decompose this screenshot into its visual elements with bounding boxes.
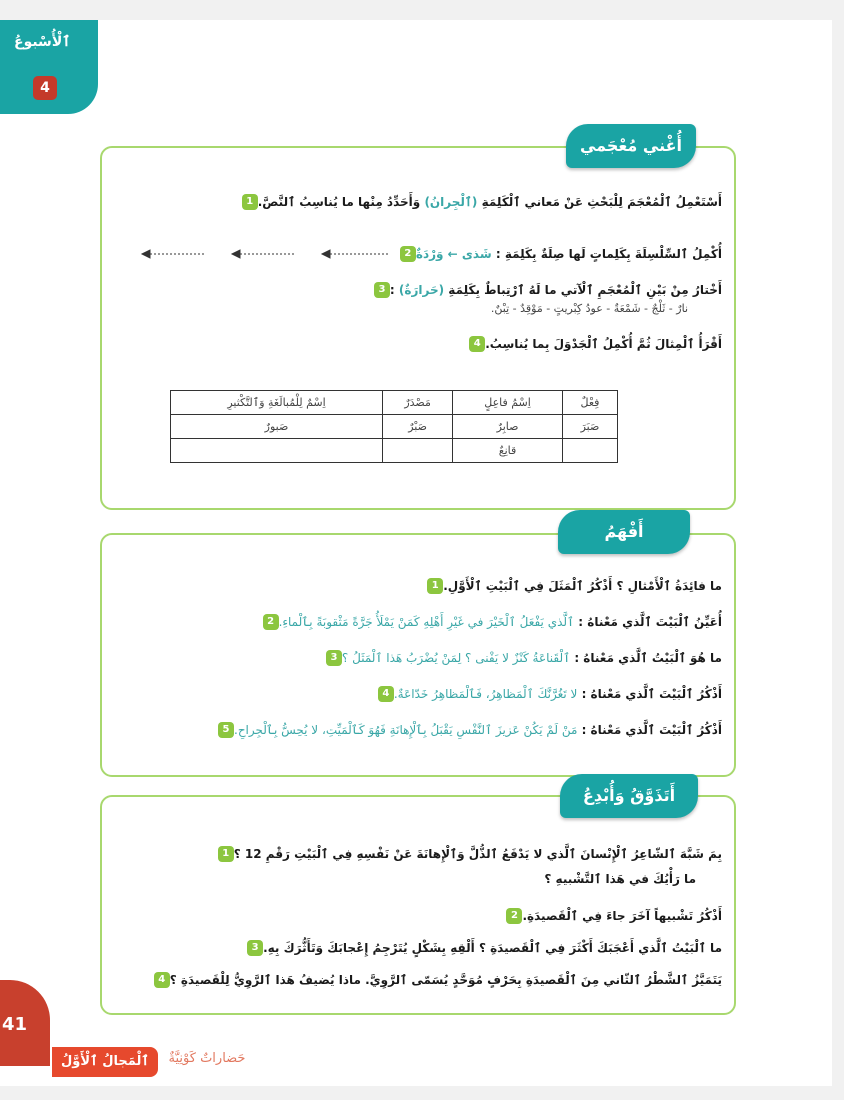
question-number: 4: [378, 686, 394, 702]
question-number: 5: [218, 722, 234, 738]
appreciation-question-4: [146, 968, 722, 992]
question-number: 1: [427, 578, 443, 594]
table-header: فِعْلٌ: [562, 391, 617, 415]
vocab-question-1: [234, 190, 722, 214]
word-forms-table: [170, 390, 618, 463]
question-text: أَخْتارُ مِنْ بَيْنِ ٱلْمُعْجَمِ ٱلْآتي ما لَهُ ٱرْتِباطٌ بِكَلِمَةِ: [448, 283, 722, 297]
table-header-row: [171, 391, 618, 415]
question-text: ما هُوَ ٱلْبَيْتُ ٱلَّذي مَعْناهُ :: [574, 651, 722, 665]
comprehension-section-title: أَفْهَمُ: [558, 510, 690, 554]
question-number: 2: [263, 614, 279, 630]
textbook-page: [0, 20, 832, 1086]
appreciation-question-2: [498, 904, 722, 928]
highlight-word: (ٱلْجِرانُ): [424, 195, 478, 209]
question-number: 1: [242, 194, 258, 210]
appreciation-section-title: أَتَذَوَّقُ وَأُبْدِعُ: [560, 774, 698, 818]
meaning-text: ٱلَّذي يَفْعَلُ ٱلْخَيْرَ في غَيْرِ أَهْلِهِ كَمَنْ يَمْلَأُ جَرَّةً مَثْقوبَةً بِٱلْماءِ.: [278, 615, 575, 629]
meaning-text: ٱلْقَناعَةُ كَنْزٌ لا يَفْنى ؟ لِمَنْ يُضْرَبُ هَذا ٱلْمَثَلُ ؟: [341, 651, 571, 665]
question-text: أَقْرَأُ ٱلْمِثالَ ثُمَّ أُكْمِلُ ٱلْجَدْوَلَ بِما يُناسِبُ.: [485, 337, 722, 351]
page-number: 41: [2, 1014, 28, 1035]
table-cell: صَبورٌ: [171, 415, 383, 439]
table-cell: صابِرٌ: [453, 415, 563, 439]
question-text: أَذْكُرُ تَشْبيهاً آخَرَ جاءَ فِي ٱلْقَصيدَةِ.: [522, 909, 722, 923]
meaning-text: مَنْ لَمْ يَكُنْ عَزيزَ ٱلنَّفْسِ يَقْبَلُ بِٱلْإِهانَةِ فَهُوَ كَٱلْمَيِّتِ، لا يُحِسُّ بِٱلْجِراحِ.: [234, 723, 578, 737]
question-text-rest: وَأَحَدِّدُ مِنْها ما يُناسِبُ ٱلنَّصَّ.: [257, 195, 421, 209]
table-cell: صَبَرَ: [562, 415, 617, 439]
table-cell[interactable]: [171, 439, 383, 463]
week-number-badge: 4: [33, 76, 57, 100]
question-number: 3: [247, 940, 263, 956]
chain-word-1: شَذى: [461, 247, 492, 261]
comprehension-question-2: [255, 610, 722, 634]
chain-word-2: وَرْدَةٌ: [415, 247, 444, 261]
table-cell: قانِعٌ: [453, 439, 563, 463]
table-header: اِسْمُ فاعِلٍ: [453, 391, 563, 415]
comprehension-question-1: [419, 574, 722, 598]
question-text: بِمَ شَبَّهَ ٱلشّاعِرُ ٱلْإِنْسانَ ٱلَّذي لا يَدْفَعُ ٱلذُّلَّ وَٱلْإِهانَةَ عَنْ نَفْسِهِ فِي ٱلْبَيْتِ رَقْمِ 12 ؟: [233, 847, 722, 861]
appreciation-question-3: [239, 936, 722, 960]
domain-tag: ٱلْمَجالُ ٱلْأَوَّلُ: [52, 1047, 158, 1077]
vocab-question-2: 2 أُكْمِلُ ٱلسِّلْسِلَةَ بِكَلِماتٍ لَها صِلَةٌ بِكَلِمَةِ : شَذى ← وَرْدَةٌ: [392, 242, 722, 266]
week-label: ٱلْأُسْبوعُ: [14, 34, 71, 50]
table-row: [171, 415, 618, 439]
appreciation-question-1: [210, 842, 722, 866]
appreciation-question-1-continuation: ما رَأْيُكَ في هَذا ٱلتَّشْبيهِ ؟: [544, 872, 696, 886]
week-tab: [0, 20, 98, 114]
table-row: [171, 439, 618, 463]
question-number: 3: [374, 282, 390, 298]
vocabulary-section-title: أُغْني مُعْجَمي: [566, 124, 696, 168]
question-text: ما ٱلْبَيْتُ ٱلَّذي أَعْجَبَكَ أَكْثَرَ فِي ٱلْقَصيدَةِ ؟ أَلْقِهِ بِشَكْلٍ يُتَرْجِمُ إِعْجابَكَ وَتَأَثُّرَكَ بِهِ.: [263, 941, 722, 955]
table-cell: صَبْرٌ: [383, 415, 453, 439]
question-number: 4: [469, 336, 485, 352]
highlight-word: (حَرارَةٌ): [398, 283, 445, 297]
options-line: نارٌ - ثَلْجٌ - شَمْعَةٌ - عودُ كِبْريتٍ - مَوْقِدٌ - تِبْنٌ.: [490, 302, 688, 315]
comprehension-question-3: [318, 646, 722, 670]
question-text: يَتَمَيَّزُ ٱلشَّطْرُ ٱلثّاني مِنَ ٱلْقَصيدَةِ بِحَرْفٍ مُوَحَّدٍ يُسَمّى ٱلرَّوِيَّ. ماذا يُضيفُ هَذا ٱلرَّوِيُّ لِلْقَصيدَةِ ؟: [169, 973, 722, 987]
meaning-text: لا تَغُرَّنَّكَ ٱلْمَظاهِرُ، فَٱلْمَظاهِرُ خَدّاعَةٌ.: [393, 687, 578, 701]
question-number: 2: [506, 908, 522, 924]
question-text: أَسْتَعْمِلُ ٱلْمُعْجَمَ لِلْبَحْثِ عَنْ مَعاني ٱلْكَلِمَةِ: [481, 195, 722, 209]
domain-title: حَضاراتٌ كَوْنِيَّةٌ: [168, 1051, 246, 1066]
comprehension-question-4: [370, 682, 722, 706]
question-text: ما فائِدَةُ ٱلْأَمْثالِ ؟ أَذْكُرُ ٱلْمَثَلَ فِي ٱلْبَيْتِ ٱلْأَوَّلِ.: [443, 579, 722, 593]
question-number: 1: [218, 846, 234, 862]
comprehension-question-5: [210, 718, 722, 742]
table-header: اِسْمٌ لِلْمُبالَغَةِ وَٱلتَّكْثيرِ: [171, 391, 383, 415]
question-number: 2: [400, 246, 416, 262]
vocab-question-4: [461, 332, 722, 356]
table-cell[interactable]: [562, 439, 617, 463]
question-text: أُكْمِلُ ٱلسِّلْسِلَةَ بِكَلِماتٍ لَها صِلَةٌ بِكَلِمَةِ :: [495, 247, 722, 261]
question-text: أُعَيِّنُ ٱلْبَيْتَ ٱلَّذي مَعْناهُ :: [578, 615, 722, 629]
question-text: أَذْكُرُ ٱلْبَيْتَ ٱلَّذي مَعْناهُ :: [581, 687, 722, 701]
table-header: مَصْدَرٌ: [383, 391, 453, 415]
vocab-question-3: [366, 278, 722, 302]
question-number: 3: [326, 650, 342, 666]
question-number: 4: [154, 972, 170, 988]
table-cell[interactable]: [383, 439, 453, 463]
chain-blank-arrows: [138, 248, 393, 260]
question-text: أَذْكُرُ ٱلْبَيْتَ ٱلَّذي مَعْناهُ :: [581, 723, 722, 737]
question-text-rest: :: [389, 283, 395, 297]
